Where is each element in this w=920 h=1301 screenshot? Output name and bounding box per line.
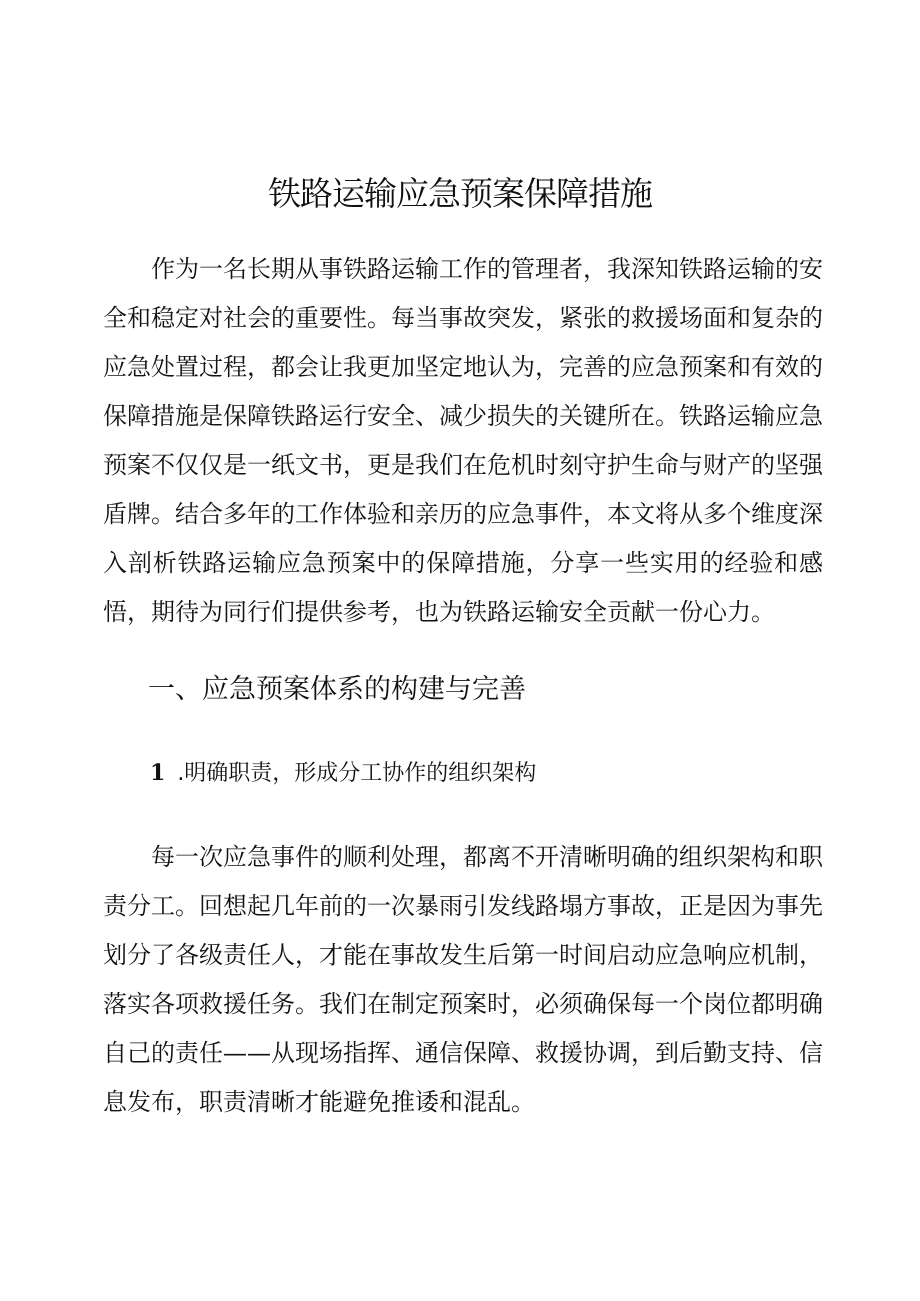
subsection-number: 1 bbox=[150, 760, 166, 786]
intro-paragraph: 作为一名长期从事铁路运输工作的管理者，我深知铁路运输的安全和稳定对社会的重要性。每当事故突发，紧张的救援场面和复杂的应急处置过程，都会让我更加坚定地认为，完善的应急预案和有效的保障措施是保障铁路运行安全、减少损失的关键所在。铁路运输应急预案不仅仅是一纸文书，更是我们在危机时刻守护生命与财产的坚强盾牌。结合多年的工作体验和亲历的应急事件，本文将从多个维度深入剖析铁路运输应急预案中的保障措施，分享一些实用的经验和感悟，期待为同行们提供参考，也为铁路运输安全贡献一份心力。 bbox=[103, 255, 823, 626]
subsection-text: .明确职责，形成分工协作的组织架构 bbox=[177, 761, 537, 786]
body-paragraph: 每一次应急事件的顺利处理，都离不开清晰明确的组织架构和职责分工。回想起几年前的一次暴雨引发线路塌方事故，正是因为事先划分了各级责任人，才能在事故发生后第一时间启动应急响应机制，落实各项救援任务。我们在制定预案时，必须确保每一个岗位都明确自己的责任——从现场指挥、通信保障、救援协调，到后勤支持、信息发布，职责清晰才能避免推诿和混乱。 bbox=[103, 843, 823, 1116]
subsection-heading bbox=[150, 755, 536, 792]
document-title: 铁路运输应急预案保障措施 bbox=[268, 174, 652, 213]
section-heading: 一、应急预案体系的构建与完善 bbox=[148, 674, 526, 705]
